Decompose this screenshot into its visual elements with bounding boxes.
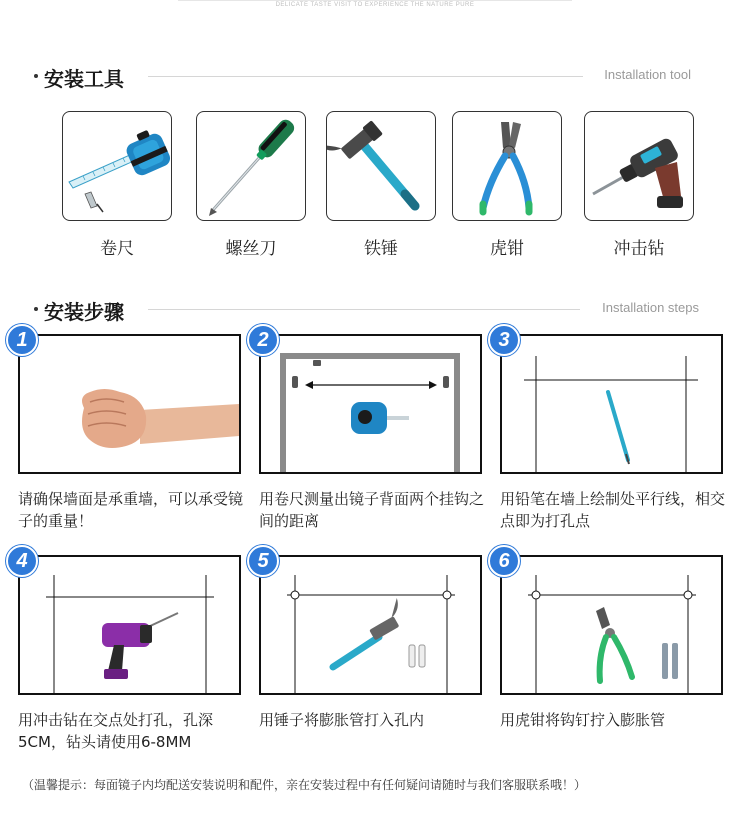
step-number-badge: 3	[488, 324, 520, 356]
impact-drill-icon	[585, 112, 693, 220]
tool-card-pliers	[452, 111, 562, 259]
screwdriver-icon	[197, 112, 305, 220]
pencil-lines-icon	[502, 336, 721, 472]
step-description: 请确保墙面是承重墙，可以承受镜子的重量！	[18, 490, 244, 530]
pliers-icon	[453, 112, 561, 220]
tool-label: 铁锤	[364, 239, 398, 259]
bullet-dot	[34, 307, 38, 311]
step-number-badge: 5	[247, 545, 279, 577]
hammer-icon	[327, 112, 435, 220]
header-divider	[148, 309, 580, 310]
step-illustration	[500, 555, 723, 695]
hammer-anchor-icon	[261, 557, 480, 693]
drill-holes-icon	[20, 557, 239, 693]
steps-section-subtitle: Installation steps	[602, 300, 699, 315]
step-description: 用冲击钻在交点处打孔，孔深5CM，钻头请使用6-8MM	[18, 711, 214, 751]
step-illustration	[259, 555, 482, 695]
step-illustration	[18, 334, 241, 474]
step-description: 用虎钳将钩钉拧入膨胀管	[500, 711, 666, 729]
pliers-hook-icon	[502, 557, 721, 693]
top-divider	[178, 0, 572, 1]
mirror-measure-icon	[261, 336, 480, 472]
step-number-badge: 6	[488, 545, 520, 577]
bullet-dot	[34, 74, 38, 78]
step-illustration	[500, 334, 723, 474]
tool-label: 螺丝刀	[225, 239, 277, 259]
tool-image-box	[326, 111, 436, 221]
tools-section-title: 安装工具	[44, 67, 124, 91]
step-number-badge: 4	[6, 545, 38, 577]
installation-notice: （温馨提示：每面镜子内均配送安装说明和配件，亲在安装过程中有任何疑问请随时与我们客服联系哦！）	[22, 778, 587, 792]
tool-card-hammer	[326, 111, 436, 259]
tools-section-subtitle: Installation tool	[604, 67, 691, 82]
steps-section-title: 安装步骤	[44, 300, 124, 324]
top-tagline: DELICATE TASTE VISIT TO EXPERIENCE THE NATURE PURE	[275, 2, 475, 8]
tape-measure-icon	[63, 112, 171, 220]
tool-card-impact-drill	[584, 111, 694, 259]
tool-image-box	[196, 111, 306, 221]
step-description: 用卷尺测量出镜子背面两个挂钩之间的距离	[259, 490, 485, 530]
fist-icon	[20, 336, 239, 472]
tool-label: 虎钳	[490, 239, 524, 259]
top-banner-strip	[0, 0, 750, 12]
steps-section-header	[30, 294, 700, 324]
step-number-badge: 1	[6, 324, 38, 356]
step-description: 用铅笔在墙上绘制处平行线，相交点即为打孔点	[500, 490, 726, 530]
tool-image-box	[584, 111, 694, 221]
step-illustration	[259, 334, 482, 474]
tool-label: 卷尺	[100, 239, 134, 259]
tool-image-box	[452, 111, 562, 221]
tool-card-tape-measure	[62, 111, 172, 259]
tool-image-box	[62, 111, 172, 221]
step-description: 用锤子将膨胀管打入孔内	[259, 711, 425, 729]
tool-card-screwdriver	[196, 111, 306, 259]
step-number-badge: 2	[247, 324, 279, 356]
tool-label: 冲击钻	[613, 239, 665, 259]
tools-section-header	[30, 61, 700, 91]
step-illustration	[18, 555, 241, 695]
header-divider	[148, 76, 583, 77]
